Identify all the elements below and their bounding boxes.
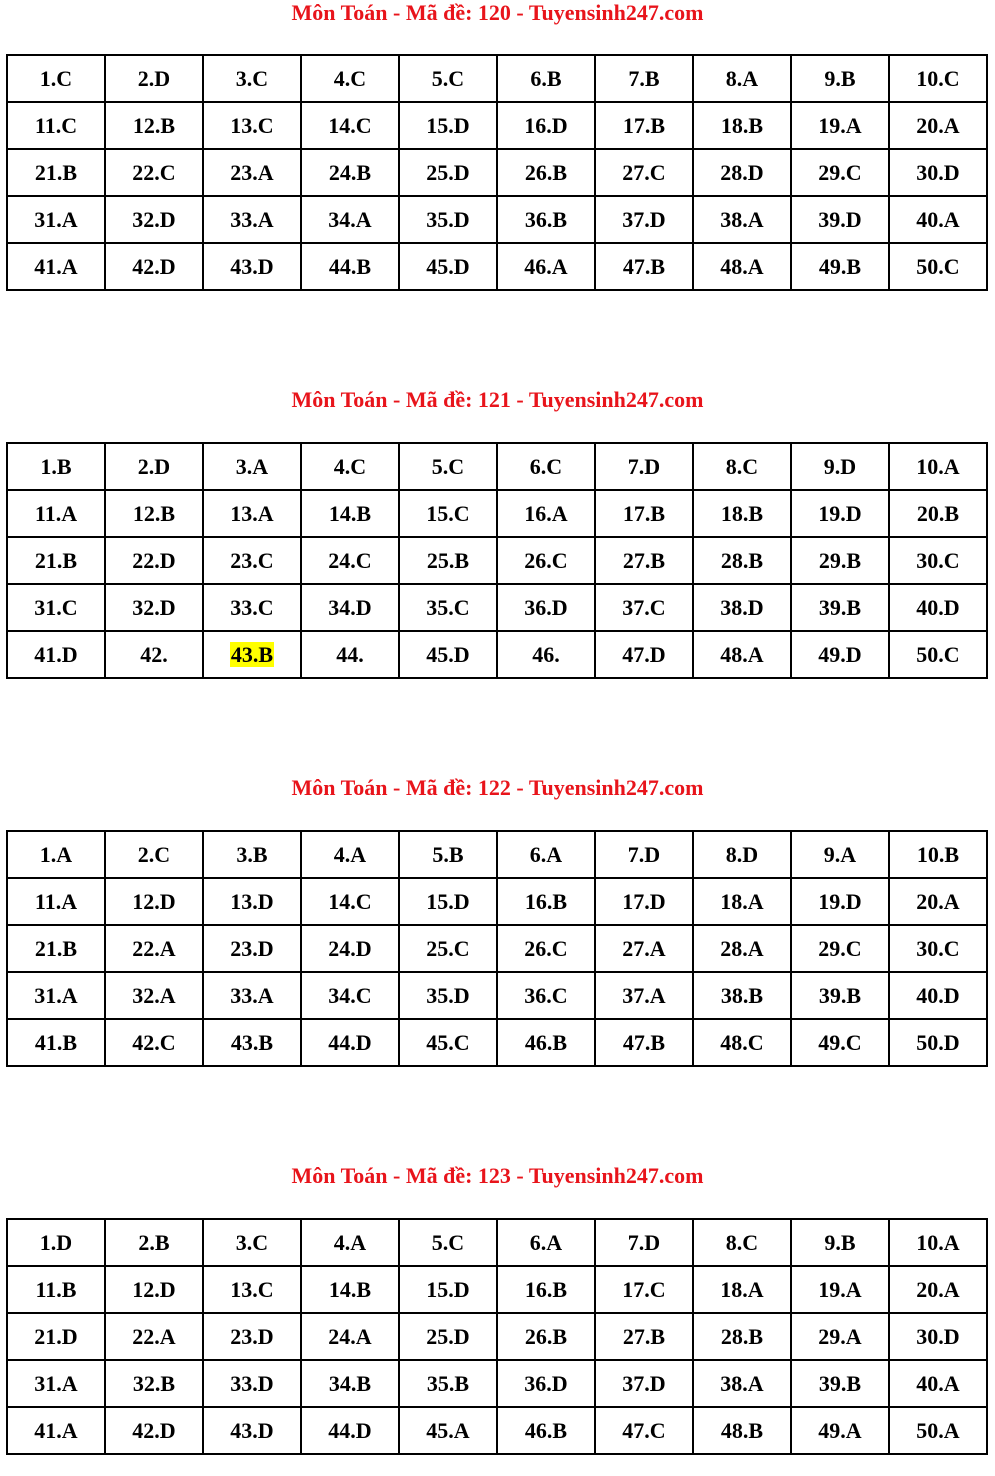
answer-cell: 31.A <box>7 196 105 243</box>
answer-cell: 50.C <box>889 243 987 290</box>
answer-cell: 33.D <box>203 1360 301 1407</box>
answer-cell: 9.D <box>791 443 889 490</box>
answer-cell: 30.D <box>889 149 987 196</box>
answer-cell: 18.B <box>693 102 791 149</box>
answer-cell: 9.A <box>791 831 889 878</box>
answer-cell: 38.A <box>693 1360 791 1407</box>
answer-cell: 37.D <box>595 1360 693 1407</box>
answer-cell: 47.C <box>595 1407 693 1454</box>
answer-cell: 7.D <box>595 1219 693 1266</box>
answer-cell: 17.C <box>595 1266 693 1313</box>
answer-cell: 45.A <box>399 1407 497 1454</box>
answer-row <box>7 1019 987 1066</box>
answer-cell: 29.C <box>791 149 889 196</box>
answer-cell: 14.B <box>301 490 399 537</box>
answer-cell: 32.A <box>105 972 203 1019</box>
answer-cell: 13.D <box>203 878 301 925</box>
answer-cell: 9.B <box>791 55 889 102</box>
answer-cell: 32.D <box>105 584 203 631</box>
answer-cell: 3.C <box>203 1219 301 1266</box>
answer-cell: 4.A <box>301 831 399 878</box>
section-title-123: Môn Toán - Mã đề: 123 - Tuyensinh247.com <box>291 1163 704 1188</box>
answer-cell: 41.B <box>7 1019 105 1066</box>
answer-cell: 20.A <box>889 102 987 149</box>
answer-cell: 28.B <box>693 1313 791 1360</box>
answer-cell: 43.D <box>203 243 301 290</box>
answer-cell: 33.C <box>203 584 301 631</box>
answer-cell: 38.D <box>693 584 791 631</box>
answer-row <box>7 831 987 878</box>
answer-cell: 16.B <box>497 878 595 925</box>
answer-cell: 16.D <box>497 102 595 149</box>
answer-cell: 33.A <box>203 196 301 243</box>
answer-cell: 36.B <box>497 196 595 243</box>
answer-cell: 22.D <box>105 537 203 584</box>
answer-cell: 38.B <box>693 972 791 1019</box>
answer-cell: 34.A <box>301 196 399 243</box>
answer-cell: 42.D <box>105 243 203 290</box>
answer-cell: 48.A <box>693 631 791 678</box>
answer-cell: 30.D <box>889 1313 987 1360</box>
answer-cell: 31.C <box>7 584 105 631</box>
answer-row <box>7 149 987 196</box>
answer-cell: 50.C <box>889 631 987 678</box>
answer-cell: 40.A <box>889 1360 987 1407</box>
answer-cell: 46.B <box>497 1407 595 1454</box>
answer-cell: 35.D <box>399 972 497 1019</box>
answer-cell: 1.B <box>7 443 105 490</box>
answer-cell: 12.B <box>105 102 203 149</box>
answer-cell: 14.C <box>301 102 399 149</box>
answer-cell: 23.D <box>203 925 301 972</box>
answer-cell: 29.A <box>791 1313 889 1360</box>
answer-cell: 22.A <box>105 925 203 972</box>
answer-cell: 19.A <box>791 102 889 149</box>
answer-cell: 35.C <box>399 584 497 631</box>
answer-cell: 5.C <box>399 55 497 102</box>
answer-cell: 30.C <box>889 537 987 584</box>
section-title-121: Môn Toán - Mã đề: 121 - Tuyensinh247.com <box>291 387 704 412</box>
answer-cell: 41.A <box>7 243 105 290</box>
answer-cell: 25.B <box>399 537 497 584</box>
answer-cell: 13.A <box>203 490 301 537</box>
answer-cell: 39.B <box>791 972 889 1019</box>
answer-cell: 6.A <box>497 831 595 878</box>
answer-cell: 34.C <box>301 972 399 1019</box>
answer-row <box>7 1266 987 1313</box>
answer-cell: 7.D <box>595 831 693 878</box>
answer-cell: 18.A <box>693 1266 791 1313</box>
answer-cell: 45.C <box>399 1019 497 1066</box>
answer-cell: 26.C <box>497 537 595 584</box>
answer-cell: 4.C <box>301 443 399 490</box>
answer-cell: 42.D <box>105 1407 203 1454</box>
answer-row <box>7 1407 987 1454</box>
answer-cell: 45.D <box>399 243 497 290</box>
answer-cell: 24.B <box>301 149 399 196</box>
answer-cell: 12.B <box>105 490 203 537</box>
answer-cell: 44.D <box>301 1407 399 1454</box>
answer-cell: 8.C <box>693 443 791 490</box>
answer-cell: 7.B <box>595 55 693 102</box>
answer-cell: 46.B <box>497 1019 595 1066</box>
answer-cell: 41.A <box>7 1407 105 1454</box>
answer-cell: 24.A <box>301 1313 399 1360</box>
answer-cell: 19.A <box>791 1266 889 1313</box>
answer-cell: 1.D <box>7 1219 105 1266</box>
answer-cell: 4.A <box>301 1219 399 1266</box>
answer-cell: 16.A <box>497 490 595 537</box>
answer-cell: 42. <box>105 631 203 678</box>
answer-cell: 31.A <box>7 1360 105 1407</box>
answer-row <box>7 243 987 290</box>
answer-cell: 48.C <box>693 1019 791 1066</box>
answer-cell: 39.B <box>791 1360 889 1407</box>
answer-cell: 17.B <box>595 102 693 149</box>
answer-cell: 19.D <box>791 878 889 925</box>
answer-cell: 47.D <box>595 631 693 678</box>
answer-row <box>7 196 987 243</box>
answer-cell: 17.B <box>595 490 693 537</box>
answer-cell: 12.D <box>105 878 203 925</box>
answer-cell: 25.D <box>399 1313 497 1360</box>
answer-cell: 8.D <box>693 831 791 878</box>
answer-cell: 34.D <box>301 584 399 631</box>
answer-cell: 3.B <box>203 831 301 878</box>
answer-cell: 6.A <box>497 1219 595 1266</box>
answer-cell: 20.A <box>889 878 987 925</box>
answer-cell: 13.C <box>203 1266 301 1313</box>
answer-cell: 21.B <box>7 537 105 584</box>
answer-cell: 32.D <box>105 196 203 243</box>
answer-cell: 40.A <box>889 196 987 243</box>
answer-cell: 13.C <box>203 102 301 149</box>
answer-row <box>7 490 987 537</box>
answer-cell: 46. <box>497 631 595 678</box>
answer-cell: 28.B <box>693 537 791 584</box>
answer-cell: 25.C <box>399 925 497 972</box>
answer-cell: 8.C <box>693 1219 791 1266</box>
answer-cell: 1.C <box>7 55 105 102</box>
answer-cell: 7.D <box>595 443 693 490</box>
answer-cell: 5.C <box>399 443 497 490</box>
answer-cell: 8.A <box>693 55 791 102</box>
answer-cell: 42.C <box>105 1019 203 1066</box>
answer-table-123 <box>6 1218 988 1455</box>
answer-cell: 18.B <box>693 490 791 537</box>
answer-cell: 25.D <box>399 149 497 196</box>
section-title-120: Môn Toán - Mã đề: 120 - Tuyensinh247.com <box>291 0 704 25</box>
answer-cell: 11.A <box>7 490 105 537</box>
answer-row <box>7 102 987 149</box>
answer-cell: 26.C <box>497 925 595 972</box>
answer-cell: 9.B <box>791 1219 889 1266</box>
answer-cell: 49.B <box>791 243 889 290</box>
answer-cell: 48.B <box>693 1407 791 1454</box>
answer-cell: 3.A <box>203 443 301 490</box>
answer-cell: 32.B <box>105 1360 203 1407</box>
answer-cell: 35.B <box>399 1360 497 1407</box>
answer-cell: 33.A <box>203 972 301 1019</box>
answer-row <box>7 1313 987 1360</box>
answer-row <box>7 631 987 678</box>
answer-cell: 23.A <box>203 149 301 196</box>
answer-table-122 <box>6 830 988 1067</box>
answer-cell: 24.C <box>301 537 399 584</box>
answer-cell: 5.C <box>399 1219 497 1266</box>
answer-cell: 17.D <box>595 878 693 925</box>
answer-cell: 40.D <box>889 584 987 631</box>
answer-cell: 29.B <box>791 537 889 584</box>
answer-cell: 20.B <box>889 490 987 537</box>
answer-cell: 22.C <box>105 149 203 196</box>
answer-cell: 23.C <box>203 537 301 584</box>
answer-cell: 45.D <box>399 631 497 678</box>
answer-cell: 2.B <box>105 1219 203 1266</box>
answer-cell: 6.C <box>497 443 595 490</box>
answer-cell: 49.D <box>791 631 889 678</box>
answer-cell: 27.B <box>595 1313 693 1360</box>
answer-cell: 10.A <box>889 1219 987 1266</box>
answer-cell: 44.D <box>301 1019 399 1066</box>
answer-row <box>7 1219 987 1266</box>
answer-cell: 37.C <box>595 584 693 631</box>
answer-cell: 49.C <box>791 1019 889 1066</box>
answer-row <box>7 537 987 584</box>
answer-cell: 27.B <box>595 537 693 584</box>
answer-cell: 10.A <box>889 443 987 490</box>
answer-cell: 50.A <box>889 1407 987 1454</box>
answer-cell: 15.D <box>399 878 497 925</box>
answer-cell: 21.B <box>7 149 105 196</box>
answer-cell: 43.D <box>203 1407 301 1454</box>
answer-cell: 41.D <box>7 631 105 678</box>
answer-cell: 4.C <box>301 55 399 102</box>
answer-cell: 21.D <box>7 1313 105 1360</box>
answer-cell: 20.A <box>889 1266 987 1313</box>
answer-cell: 11.A <box>7 878 105 925</box>
answer-cell: 16.B <box>497 1266 595 1313</box>
answer-cell: 34.B <box>301 1360 399 1407</box>
answer-cell: 40.D <box>889 972 987 1019</box>
answer-cell: 50.D <box>889 1019 987 1066</box>
answer-cell: 31.A <box>7 972 105 1019</box>
answer-cell: 26.B <box>497 149 595 196</box>
highlighted-answer: 43.B <box>230 641 274 667</box>
answer-cell: 15.C <box>399 490 497 537</box>
answer-cell: 48.A <box>693 243 791 290</box>
answer-cell: 14.C <box>301 878 399 925</box>
answer-cell: 37.A <box>595 972 693 1019</box>
answer-row <box>7 925 987 972</box>
answer-row <box>7 443 987 490</box>
answer-cell: 12.D <box>105 1266 203 1313</box>
answer-cell: 28.D <box>693 149 791 196</box>
answer-cell: 2.D <box>105 443 203 490</box>
answer-cell: 37.D <box>595 196 693 243</box>
answer-row <box>7 878 987 925</box>
answer-cell: 10.C <box>889 55 987 102</box>
answer-cell: 18.A <box>693 878 791 925</box>
answer-cell: 24.D <box>301 925 399 972</box>
answer-cell: 46.A <box>497 243 595 290</box>
answer-cell: 44.B <box>301 243 399 290</box>
answer-cell: 30.C <box>889 925 987 972</box>
answer-cell: 29.C <box>791 925 889 972</box>
answer-row <box>7 584 987 631</box>
answer-cell: 23.D <box>203 1313 301 1360</box>
answer-cell: 3.C <box>203 55 301 102</box>
answer-cell: 22.A <box>105 1313 203 1360</box>
answer-cell: 1.A <box>7 831 105 878</box>
answer-cell: 36.D <box>497 584 595 631</box>
answer-cell: 14.B <box>301 1266 399 1313</box>
answer-cell: 2.D <box>105 55 203 102</box>
answer-cell: 27.C <box>595 149 693 196</box>
answer-cell: 38.A <box>693 196 791 243</box>
answer-cell: 36.D <box>497 1360 595 1407</box>
answer-table-121 <box>6 442 988 679</box>
section-title-122: Môn Toán - Mã đề: 122 - Tuyensinh247.com <box>291 775 704 800</box>
answer-cell: 26.B <box>497 1313 595 1360</box>
answer-cell: 39.D <box>791 196 889 243</box>
answer-table-120 <box>6 54 988 291</box>
answer-cell: 27.A <box>595 925 693 972</box>
answer-cell: 35.D <box>399 196 497 243</box>
answer-cell: 19.D <box>791 490 889 537</box>
answer-cell: 21.B <box>7 925 105 972</box>
answer-row <box>7 55 987 102</box>
answer-cell: 11.B <box>7 1266 105 1313</box>
answer-cell: 10.B <box>889 831 987 878</box>
answer-cell: 49.A <box>791 1407 889 1454</box>
answer-cell <box>203 631 301 678</box>
answer-cell: 44. <box>301 631 399 678</box>
answer-cell: 6.B <box>497 55 595 102</box>
answer-cell: 11.C <box>7 102 105 149</box>
answer-cell: 15.D <box>399 102 497 149</box>
answer-cell: 5.B <box>399 831 497 878</box>
answer-cell: 28.A <box>693 925 791 972</box>
answer-cell: 36.C <box>497 972 595 1019</box>
answer-row <box>7 1360 987 1407</box>
answer-row <box>7 972 987 1019</box>
answer-cell: 15.D <box>399 1266 497 1313</box>
answer-cell: 2.C <box>105 831 203 878</box>
answer-cell: 43.B <box>203 1019 301 1066</box>
answer-cell: 47.B <box>595 243 693 290</box>
answer-cell: 47.B <box>595 1019 693 1066</box>
answer-cell: 39.B <box>791 584 889 631</box>
